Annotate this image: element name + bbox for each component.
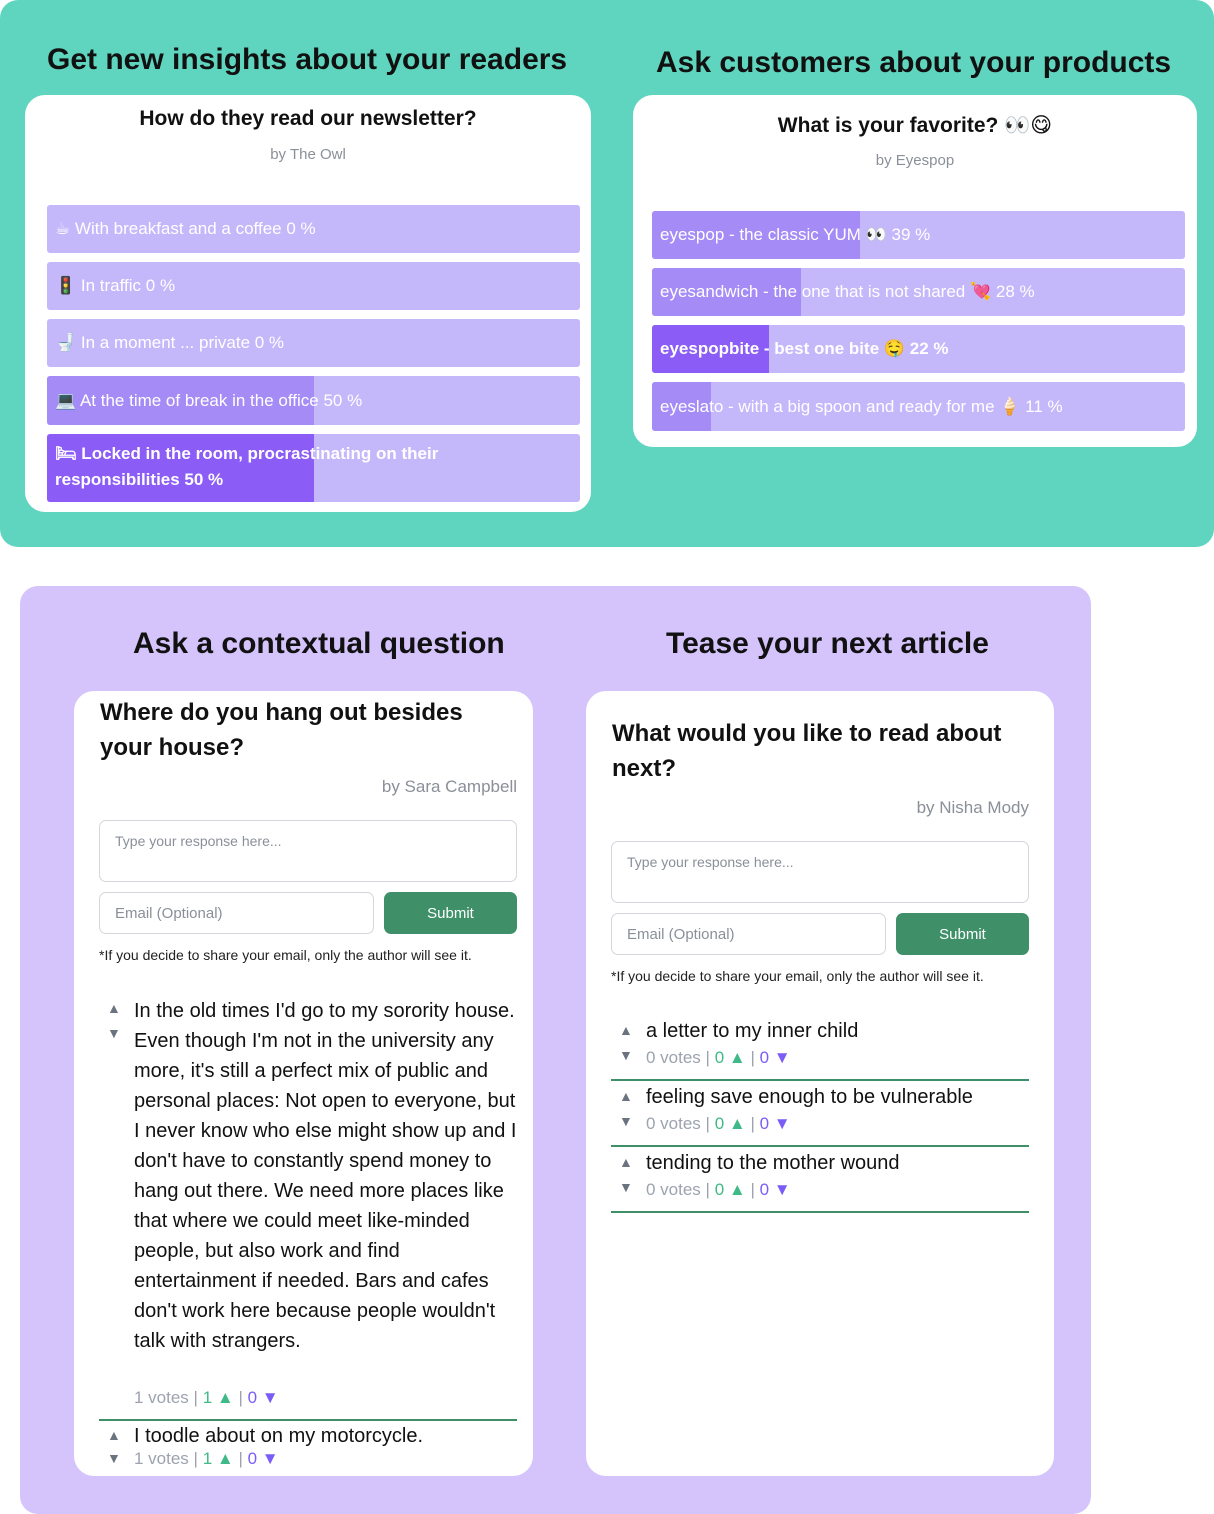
submit-button[interactable]: Submit [896, 913, 1029, 955]
response-input[interactable] [99, 820, 517, 882]
poll-option[interactable] [47, 262, 580, 310]
downvote-icon[interactable]: ▼ [619, 1179, 633, 1195]
answer-text: In the old times I'd go to my sorority house. Even though I'm not in the university any more, it's still a perfect mix of public and personal places: Not open to everyone, but I never know who else might show up and I don't have to constantly spend money to hang out there. We need more places like that where we could meet like-minded people, but also work and find entertainment if needed. Bars and cafes don't work here because people wouldn't talk with strangers. [134, 1000, 517, 1352]
readers-poll-card [25, 95, 591, 512]
option-label: eyeslato - with a big spoon and ready for me 🍦 11 % [660, 397, 1063, 416]
vote-count: 0 votes [646, 1048, 701, 1067]
option-label: 🛏 Locked in the room, procrastinating on their responsibilities 50 % [55, 444, 439, 489]
downvote-icon[interactable]: ▼ [107, 1025, 121, 1041]
section-title-contextual: Ask a contextual question [133, 627, 505, 660]
upvote-icon[interactable]: ▲ [619, 1088, 633, 1104]
upvote-count: 1 ▲ [202, 1449, 234, 1468]
answer-text: feeling save enough to be vulnerable [646, 1086, 973, 1108]
downvote-count: 0 ▼ [759, 1114, 791, 1133]
answer-divider [611, 1079, 1029, 1081]
answer-item [611, 1148, 1029, 1208]
answer-text: tending to the mother wound [646, 1152, 900, 1174]
meta-separator: | [750, 1114, 760, 1133]
downvote-icon[interactable]: ▼ [619, 1113, 633, 1129]
option-label: ☕ With breakfast and a coffee 0 % [55, 219, 316, 238]
email-field[interactable] [611, 913, 886, 955]
upvote-icon[interactable]: ▲ [619, 1022, 633, 1038]
meta-separator: | [238, 1388, 248, 1407]
downvote-count: 0 ▼ [759, 1180, 791, 1199]
meta-separator: | [238, 1449, 248, 1468]
answer-votes [646, 1048, 791, 1068]
email-privacy-note: *If you decide to share your email, only the author will see it. [611, 968, 984, 984]
section-title-readers: Get new insights about your readers [47, 43, 568, 76]
answer-text: I toodle about on my motorcycle. [134, 1425, 424, 1447]
downvote-count: 0 ▼ [247, 1388, 279, 1407]
option-label: 🚽 In a moment ... private 0 % [55, 333, 285, 352]
answer-text: a letter to my inner child [646, 1020, 859, 1042]
answer-item [611, 1082, 1029, 1142]
meta-separator: | [705, 1048, 715, 1067]
meta-separator: | [750, 1180, 760, 1199]
downvote-icon[interactable]: ▼ [619, 1047, 633, 1063]
meta-separator: | [750, 1048, 760, 1067]
option-label: eyespopbite - best one bite 🤤 22 % [660, 339, 949, 358]
meta-separator: | [705, 1180, 715, 1199]
poll-option[interactable] [47, 319, 580, 367]
section-title-products: Ask customers about your products [656, 46, 1172, 79]
poll-option[interactable] [47, 205, 580, 253]
option-label: eyespop - the classic YUM 👀 39 % [660, 225, 931, 244]
response-input[interactable] [611, 841, 1029, 903]
poll-option[interactable] [652, 211, 1185, 259]
option-label: 💻 At the time of break in the office 50 % [55, 391, 363, 410]
upvote-count: 0 ▲ [714, 1048, 746, 1067]
vote-count: 0 votes [646, 1114, 701, 1133]
downvote-count: 0 ▼ [247, 1449, 279, 1468]
meta-separator: | [193, 1449, 203, 1468]
email-privacy-note: *If you decide to share your email, only the author will see it. [99, 947, 472, 963]
option-label: eyesandwich - the one that is not shared 💘 28 % [660, 282, 1035, 301]
poll-option[interactable] [47, 376, 580, 425]
option-label: 🚦 In traffic 0 % [55, 276, 176, 295]
poll-option-winner[interactable] [652, 325, 1185, 373]
poll-question: How do they read our newsletter? [139, 107, 477, 130]
contextual-question-card [74, 691, 533, 1476]
upvote-count: 1 ▲ [202, 1388, 234, 1407]
downvote-count: 0 ▼ [759, 1048, 791, 1067]
answer-divider [611, 1211, 1029, 1213]
upvote-icon[interactable]: ▲ [107, 1000, 121, 1016]
poll-author: by Eyespop [875, 152, 955, 169]
submit-button[interactable]: Submit [384, 892, 517, 934]
purple-panel [20, 586, 1091, 1514]
vote-count: 0 votes [646, 1180, 701, 1199]
poll-option[interactable] [652, 382, 1185, 431]
answer-votes [134, 1449, 279, 1469]
poll-option[interactable] [652, 268, 1185, 316]
answer-item [611, 1016, 1029, 1076]
tease-question-card [586, 691, 1054, 1476]
vote-count: 1 votes [134, 1388, 189, 1407]
answer-votes [646, 1114, 791, 1134]
question-title: What would you like to read about next? [612, 720, 1002, 782]
section-title-tease: Tease your next article [666, 627, 989, 660]
email-field[interactable] [99, 892, 374, 934]
meta-separator: | [193, 1388, 203, 1407]
poll-question: What is your favorite? 👀😋 [777, 114, 1053, 137]
answer-votes [134, 1388, 279, 1408]
answer-item [99, 996, 517, 1421]
upvote-icon[interactable]: ▲ [107, 1427, 121, 1443]
question-title: Where do you hang out besides your house? [100, 699, 463, 761]
downvote-icon[interactable]: ▼ [107, 1450, 121, 1466]
products-poll-card [633, 95, 1197, 447]
answer-divider [611, 1145, 1029, 1147]
meta-separator: | [705, 1114, 715, 1133]
upvote-count: 0 ▲ [714, 1180, 746, 1199]
answer-votes [646, 1180, 791, 1200]
upvote-count: 0 ▲ [714, 1114, 746, 1133]
green-panel [0, 0, 1214, 547]
answer-item [99, 1421, 517, 1475]
poll-option-winner[interactable] [47, 434, 580, 502]
poll-author: by The Owl [270, 146, 346, 163]
upvote-icon[interactable]: ▲ [619, 1154, 633, 1170]
question-author: by Nisha Mody [916, 798, 1029, 817]
vote-count: 1 votes [134, 1449, 189, 1468]
question-author: by Sara Campbell [381, 777, 517, 796]
